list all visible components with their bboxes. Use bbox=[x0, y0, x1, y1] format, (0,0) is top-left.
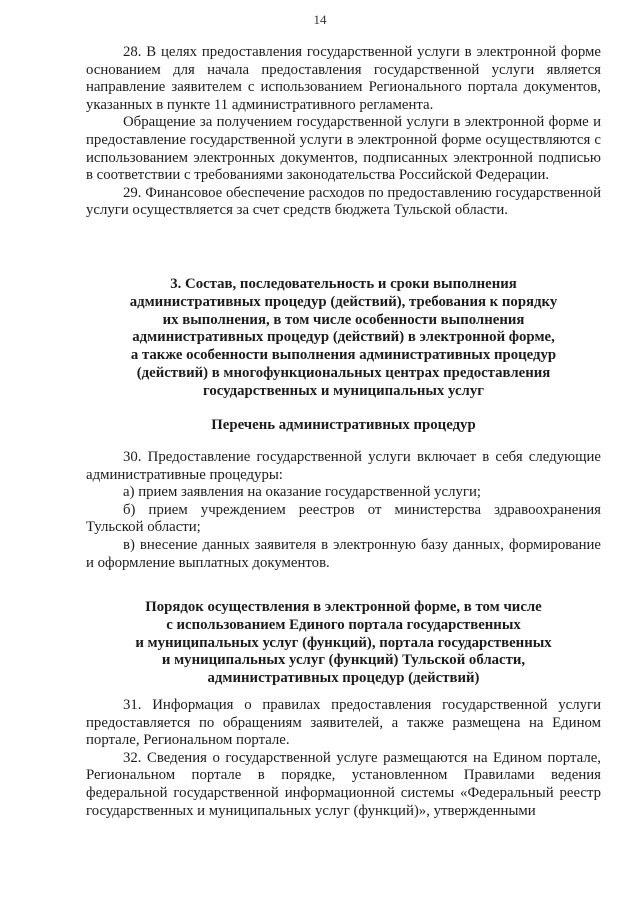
electronic-order-heading bbox=[86, 599, 601, 688]
paragraph-28 bbox=[86, 44, 601, 220]
section-3-heading-line: административных процедур (действий) в электронной форме, bbox=[132, 329, 555, 346]
section-3-heading-line: (действий) в многофункциональных центрах предоставления bbox=[136, 364, 551, 381]
paragraph-30-text: 30. Предоставление государственной услуги включает в себя следующие административные процедуры: bbox=[86, 449, 601, 483]
section-3-heading-line: 3. Состав, последовательность и сроки выполнения bbox=[170, 276, 517, 292]
page-number: 14 bbox=[313, 12, 327, 27]
section-3-heading-line: их выполнения, в том числе особенности выполнения bbox=[162, 311, 525, 328]
paragraph-30-item-b: б) прием учреждением реестров от министерства здравоохранения Тульской области; bbox=[86, 501, 601, 536]
section-3-heading-line: а также особенности выполнения административных процедур bbox=[130, 347, 557, 364]
paragraph-30-item-c: в) внесение данных заявителя в электронную базу данных, формирование и оформление выплатных документов. bbox=[86, 536, 601, 571]
paragraph-31-text: 31. Информация о правилах предоставления государственной услуги предоставляется по обращениям заявителей, а также размещена на Едином портале, Региональном портале. bbox=[86, 697, 601, 749]
electronic-order-heading-line: и муниципальных услуг (функций), портала государственных bbox=[135, 634, 552, 651]
electronic-order-heading-line: и муниципальных услуг (функций) Тульской области, bbox=[161, 652, 526, 669]
electronic-order-heading-line: административных процедур (действий) bbox=[207, 670, 480, 687]
paragraph-28-continuation: Обращение за получением государственной услуги в электронной форме и предоставление государственной услуги в электронной форме осуществляются с использованием электронных документов, подписанных электронной подписью в соответствии с требованиями законодательства Российской Федерации. bbox=[86, 114, 601, 184]
electronic-order-heading-line: Порядок осуществления в электронной форме, в том числе bbox=[145, 599, 542, 615]
section-3-heading-line: административных процедур (действий), требования к порядку bbox=[129, 293, 558, 310]
paragraph-31-32 bbox=[86, 697, 601, 820]
paragraph-28-text: 28. В целях предоставления государственной услуги в электронной форме основанием для начала предоставления государственной услуги является направление заявителем с использованием Регионального портала документов, указанных в пункте 11 административного регламента. bbox=[86, 44, 601, 113]
procedures-list-title: Перечень административных процедур bbox=[211, 417, 476, 433]
paragraph-30 bbox=[86, 449, 601, 572]
paragraph-30-item-a: а) прием заявления на оказание государственной услуги; bbox=[123, 484, 482, 501]
paragraph-29-text: 29. Финансовое обеспечение расходов по предоставлению государственной услуги осуществляется за счет средств бюджета Тульской области. bbox=[86, 184, 601, 219]
section-3-heading-line: государственных и муниципальных услуг bbox=[203, 382, 484, 399]
section-3-heading bbox=[86, 276, 601, 401]
electronic-order-heading-line: с использованием Единого портала государственных bbox=[166, 616, 521, 633]
paragraph-32-text: 32. Сведения о государственной услуге размещаются на Едином портале, Региональном портале в порядке, установленном Правилами ведения федеральной государственной информационной системы «Федеральный реестр государственных и муниципальных услуг (функций)», утвержденными bbox=[86, 749, 601, 819]
